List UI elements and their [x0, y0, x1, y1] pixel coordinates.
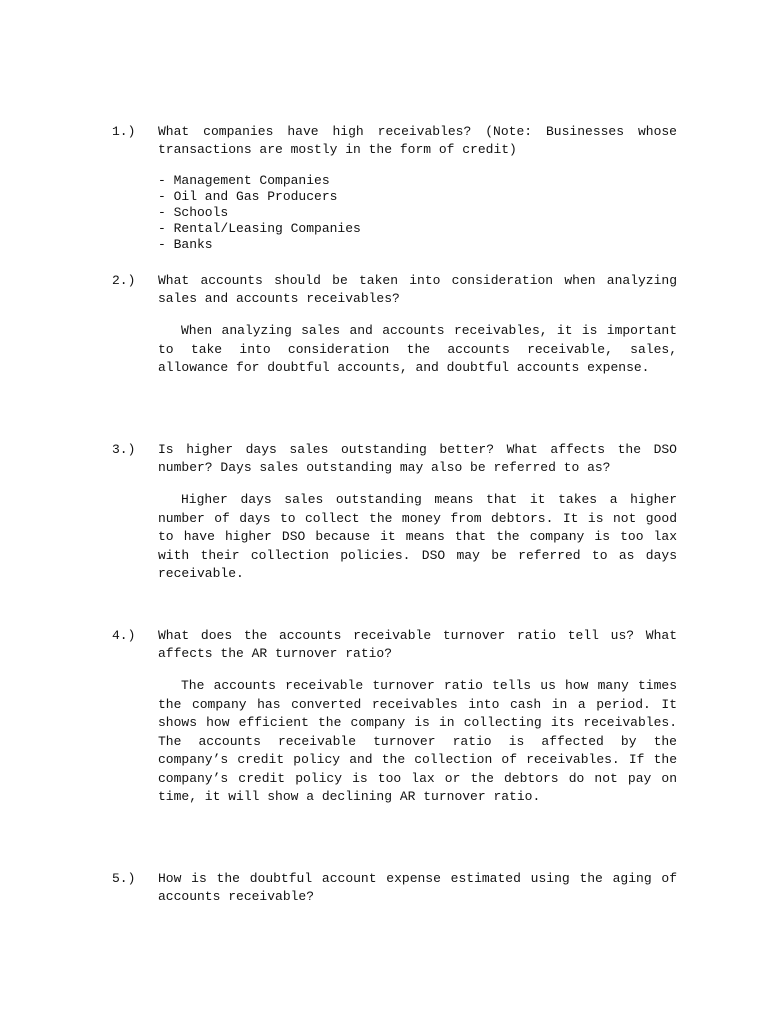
question-text: How is the doubtful account expense estimated using the aging of accounts receivable? — [158, 871, 677, 904]
question-body — [158, 870, 677, 906]
list-item: - Oil and Gas Producers — [158, 189, 338, 204]
question-text: What accounts should be taken into consideration when analyzing sales and accounts receivables? — [158, 273, 677, 306]
answer-text: When analyzing sales and accounts receivables, it is important to take into consideration the accounts receivable, sales, allowance for doubtful accounts, and doubtful accounts expense. — [158, 323, 677, 375]
question-number: 1.) — [112, 124, 136, 139]
question-body — [158, 627, 677, 807]
list-item: - Rental/Leasing Companies — [158, 221, 361, 236]
question-body — [158, 272, 677, 378]
question-text: What companies have high receivables? (Note: Businesses whose transactions are mostly in the form of credit) — [158, 124, 677, 157]
question-text: What does the accounts receivable turnover ratio tell us? What affects the AR turnover ratio? — [158, 628, 677, 661]
list-item: - Banks — [158, 237, 213, 252]
answer-text: Higher days sales outstanding means that it takes a higher number of days to collect the money from debtors. It is not good to have higher DSO because it means that the company is too lax with their collection policies. DSO may be referred to as days receivable. — [158, 492, 677, 581]
question-number: 2.) — [112, 273, 136, 288]
list-item: - Management Companies — [158, 173, 330, 188]
company-list — [158, 173, 677, 253]
question-number: 5.) — [112, 871, 136, 886]
answer-text: The accounts receivable turnover ratio tells us how many times the company has converted receivables into cash in a period. It shows how efficient the company is in collecting its receivables. The accounts receivable turnover ratio is affected by the company’s credit policy and the collection of receivables. If the company’s credit policy is too lax or the debtors do not pay on time, it will show a declining AR turnover ratio. — [158, 678, 677, 804]
question-text: Is higher days sales outstanding better? What affects the DSO number? Days sales outstanding may also be referred to as? — [158, 442, 677, 475]
list-item: - Schools — [158, 205, 229, 220]
question-body — [158, 123, 677, 253]
question-number: 4.) — [112, 628, 136, 643]
question-body — [158, 441, 677, 584]
question-number: 3.) — [112, 442, 136, 457]
